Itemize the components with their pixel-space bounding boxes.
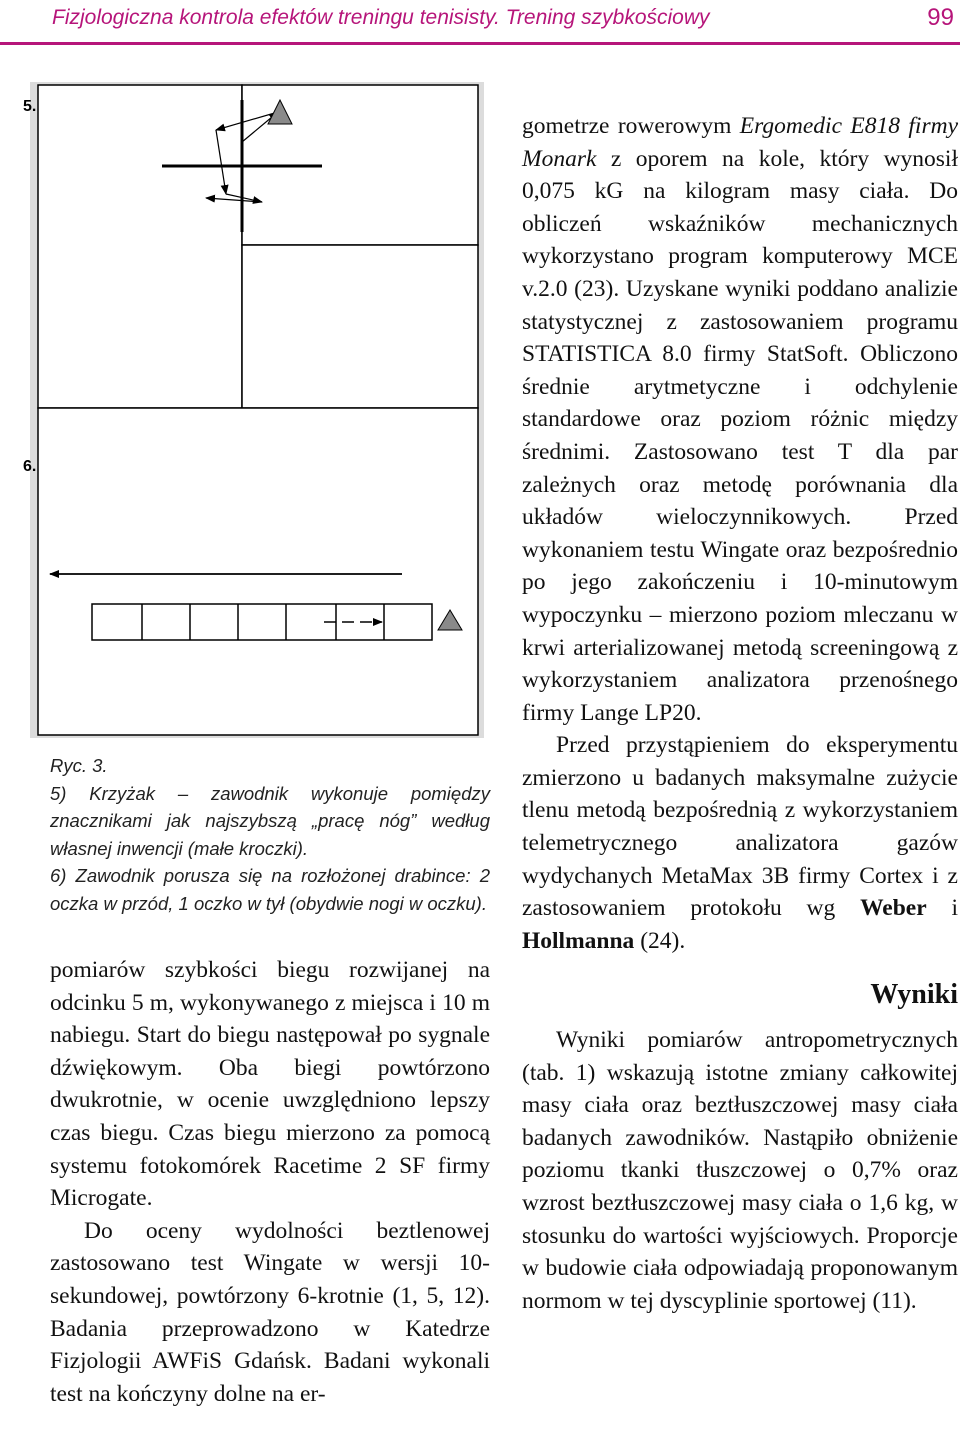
paragraph: Wyniki pomiarów antropometrycznych (tab. 1) wskazują istotne zmiany całkowitej masy ciała oraz beztłuszczowej masy ciała badanych zawodników. Nastąpiło obniżenie poziomu tkanki tłuszczowej o 0,7% oraz wzrost beztłuszczowej masy ciała o 1,6 kg, w stosunku do wartości wyjściowych. Proporcje w budowie ciała odpowiadają proponowanym normom w tej dyscyplinie sportowej (11). [522,1027,958,1314]
caption-item-6: 6) Zawodnik porusza się na rozłożonej drabince: 2 oczka w przód, 1 oczko w tył (obydwie nogi w oczku). [50,865,490,914]
text-run: (24). [634,927,686,954]
right-column [522,110,958,1317]
author-name: Hollmanna [522,927,635,954]
running-header [0,0,960,46]
figure-label-6: 6. [23,458,37,475]
section-heading: Wyniki [870,979,958,1011]
header-rule [0,42,960,45]
figure-caption [50,752,490,917]
caption-figure-number: Ryc. 3. [50,755,108,776]
caption-item-5: 5) Krzyżak – zawodnik wykonuje pomiędzy znacznikami jak najszybszą „pracę nóg” według własnej inwencji (małe kroczki). [50,782,490,859]
figure-drills [23,82,484,738]
text-run: z oporem na kole, który wynosił 0,075 kG na kilogram masy ciała. Do obliczeń wskaźników mechanicznych wykorzystano program komputerowy MCE v.2.0 (23). Uzyskane wyniki poddano analizie statystycznej z zastosowaniem programu STATISTICA 8.0 firmy StatSoft. Obliczono średnie arytmetyczne i odchylenie standardowe oraz poziom różnic między średnimi. Zastosowano test T dla par zależnych oraz metodę porównania dla układów wieloczynnikowych. Przed wykonaniem testu Wingate oraz bezpośrednio po jego zakończeniu i 10-minutowym wypoczynku – mierzono poziom mleczanu w krwi arterializowanej metodą screeningową z wykorzystaniem analizatora przenośnego firmy Lange LP20. [522,145,958,726]
figure-label-5: 5. [23,98,37,115]
paragraph: Do oceny wydolności beztlenowej zastosowano test Wingate w wersji 10-sekundowej, powtórzony 6-krotnie (1, 5, 12). Badania przeprowadzono w Katedrze Fizjologii AWFiS Gdańsk. Badani wykonali test na kończyny dolne na er- [50,1217,490,1407]
left-column [50,954,490,1410]
paragraph [522,729,958,957]
text-run: gometrze rowerowym [522,113,740,139]
page-number: 99 [927,4,954,31]
text-run: i [926,895,958,922]
figure-diagram [30,82,484,738]
panel-bottom [38,408,478,735]
product-name: Ergomedic E818 firmy Monark [522,113,958,172]
paragraph: pomiarów szybkości biegu rozwijanej na odcinku 5 m, wykonywanego z miejsca i 10 m nabiegu. Start do biegu następował po sygnale dźwiękowym. Oba biegi powtórzono dwukrotnie, w ocenie uwzględniono lepszy czas biegu. Czas biegu mierzono za pomocą systemu fotokomórek Racetime 2 SF firmy Microgate. [50,957,490,1212]
running-title: Fizjologiczna kontrola efektów treningu tenisisty. Trening szybkościowy [52,6,710,29]
panel-mid-right [242,245,478,408]
author-name: Weber [860,895,927,922]
text-run: Przed przystąpieniem do eksperymentu zmierzono u badanych maksymalne zużycie tlenu metodą bezpośrednią z wykorzystaniem telemetrycznego analizatora gazów wydychanych MetaMax 3B firmy Cortex i z zastosowaniem protokołu wg [522,732,958,922]
paragraph [522,110,958,729]
panel-top-left [38,85,242,408]
